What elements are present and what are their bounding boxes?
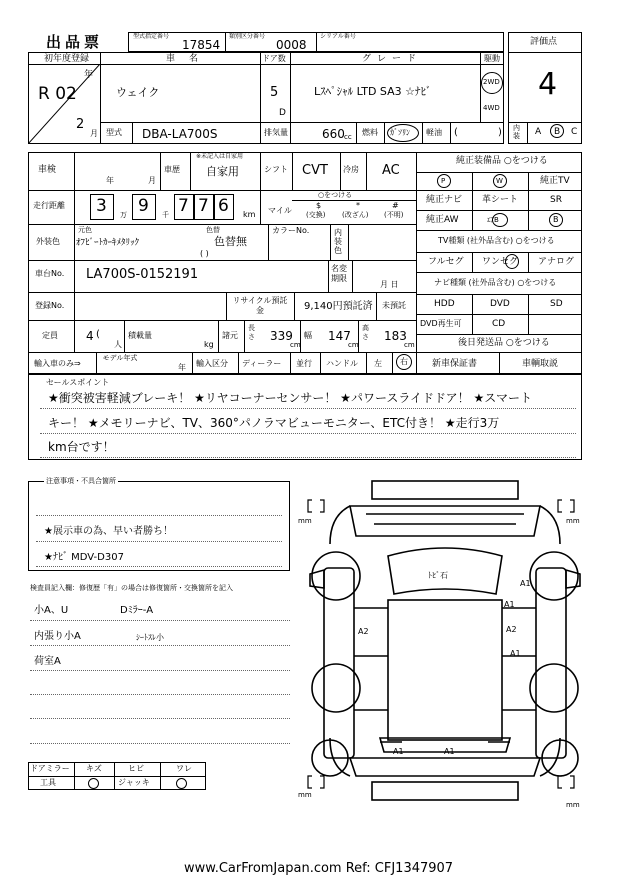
capacity-paren: ( (96, 329, 100, 340)
chassis-value: LA700S-0152191 (86, 267, 199, 282)
history-label: 車歴 (164, 165, 180, 174)
tv-title: TV種類 (社外品含む) ○をつける (438, 236, 555, 245)
b-mark: B (553, 215, 559, 224)
interior-color-label: 内装色 (334, 228, 342, 255)
sd: SD (550, 299, 563, 309)
legend-r1: 工具 (40, 778, 56, 787)
paint-paren: ( ) (200, 249, 209, 258)
tamper-sub: (改ざん) (342, 211, 369, 219)
dealer-label: ディーラー (242, 359, 282, 368)
mileage-label: 走行距離 (33, 201, 65, 210)
month-value: 2 (76, 117, 85, 132)
inspector-line-1a: 小A、U (34, 605, 69, 616)
legend-h4: ワレ (176, 764, 192, 773)
manual: 車輌取説 (522, 359, 559, 369)
shaken-year-unit: 年 (106, 176, 114, 185)
notes-label: 注意事項・不具合箇所 (46, 477, 116, 485)
paint-label: 色替 (206, 226, 220, 234)
doors-value: 5 (270, 85, 279, 100)
oneseg: ワンセグ (482, 257, 519, 267)
inspector-line-1b: Dﾐﾗｰ-A (120, 605, 154, 616)
damage-mark-5: A1 (510, 649, 521, 658)
grade-value: Lｽﾍﾟｼｬﾙ LTD SA3 ☆ﾅﾋﾞ (314, 85, 432, 98)
model-value: DBA-LA700S (142, 127, 218, 141)
mile-label: マイル (268, 206, 292, 215)
interior-label: 内装 (513, 124, 520, 140)
legend-r3: ジャッキ (118, 778, 150, 787)
drive-label: 駆動 (484, 54, 500, 63)
sen-unit: 千 (162, 211, 169, 219)
aircon-w: W (496, 177, 503, 185)
orig-color-value: ｵﾌﾋﾞｰﾄｶｰｷﾒﾀﾘｯｸ (76, 238, 140, 248)
mileage-circle-note: ○をつける (318, 191, 353, 199)
capacity-value: 4 (86, 329, 94, 343)
car-name-value: ウェイク (116, 86, 160, 99)
damage-mark-4: A2 (506, 625, 517, 634)
leather: 革シート (482, 195, 519, 205)
car-name-label: 車名 (166, 54, 213, 64)
later-title: 後日発送品 ○をつける (458, 338, 550, 348)
orig-color-label: 元色 (78, 226, 92, 234)
sr: SR (550, 195, 562, 205)
displacement-value: 660 (322, 127, 345, 141)
swap-sub: (交換) (306, 211, 326, 219)
damage-mark-3: A2 (358, 627, 369, 636)
tv-oem: 純正TV (540, 176, 570, 186)
interior-c: C (571, 127, 578, 137)
import-label: 輸入車のみ⇒ (34, 359, 81, 368)
warranty: 新車保証書 (432, 359, 478, 369)
ac-label: 冷房 (343, 165, 359, 174)
recycle-value: 9,140円預託済 (304, 301, 373, 312)
type-label: 型式指定番号 (133, 33, 170, 40)
inspector-line-3: 荷室A (34, 656, 61, 667)
import-type-label: 輸入区分 (196, 359, 228, 368)
mm-label-2: mm (566, 517, 580, 525)
mileage-digit-3: 7 (178, 196, 189, 216)
notes-line-1: ★展示車の為、早い者勝ち！ (44, 526, 173, 537)
page-title: 出品票 (46, 33, 104, 51)
fuel-label: 燃料 (362, 128, 378, 137)
tamper-mark: * (356, 201, 360, 210)
length-unit: cm (290, 341, 301, 349)
sales-line-2: キー！ ★メモリーナビ、TV、360°パノラマビューモニター、ETC付き！ ★走行3万 (48, 416, 500, 430)
damage-mark-6: A1 (393, 747, 404, 756)
doors-label: ドア数 (262, 54, 286, 63)
import-year-unit: 年 (178, 363, 186, 372)
month-unit: 月 (90, 129, 98, 138)
drive-4wd: 4WD (483, 104, 500, 112)
name-change-date: 月 日 (380, 280, 399, 289)
capacity-label: 定員 (42, 331, 58, 340)
dvd-play: DVD再生可 (420, 319, 462, 328)
damage-mark-2: A1 (504, 600, 515, 609)
person-unit: 人 (114, 340, 122, 349)
mileage-digit-1: 3 (96, 196, 107, 216)
damage-mark-7: A1 (444, 747, 455, 756)
recycle-status: 未預託 (382, 301, 406, 310)
mileage-digit-5: 6 (218, 196, 229, 216)
inspector-label: 検査員記入欄：修復歴「有」の場合は修復箇所・交換箇所を記入 (30, 584, 233, 592)
dvd: DVD (490, 299, 510, 309)
mileage-digit-4: 7 (198, 196, 209, 216)
legend-h2: キズ (86, 764, 102, 773)
right-label: 右 (400, 357, 408, 366)
type-value: 17854 (182, 38, 221, 52)
cd: CD (492, 319, 506, 329)
legend-h1: ドアミラー (30, 764, 70, 773)
shaken-label: 車検 (38, 165, 57, 175)
analog: アナログ (538, 257, 575, 267)
mm-label-3: mm (298, 791, 312, 799)
exterior-label: 外装色 (36, 237, 60, 246)
load-label: 積載量 (128, 331, 152, 340)
sales-line-3: km台です！ (48, 440, 115, 454)
ac-value: AC (382, 163, 400, 178)
score-value: 4 (538, 67, 558, 102)
width-label: 幅 (304, 331, 312, 340)
mm-label-4: mm (566, 801, 580, 809)
year-unit: 年 (84, 70, 94, 80)
displacement-unit: cc (344, 133, 352, 141)
shaken-month-unit: 月 (148, 176, 156, 185)
oem-title: 純正装備品 ○をつける (456, 156, 548, 166)
dims-label: 諸元 (222, 331, 238, 340)
unknown-sub: (不明) (384, 211, 404, 219)
aw-oem: 純正AW (426, 215, 459, 225)
grade-label: グレード (362, 54, 423, 64)
score-label: 評価点 (530, 37, 558, 47)
sales-label: セールスポイント (46, 378, 110, 387)
fullseg: フルセグ (428, 257, 464, 267)
width-unit: cm (348, 341, 359, 349)
history-value: 自家用 (206, 165, 239, 178)
navi-title: ナビ種類 (社外品含む) ○をつける (434, 278, 557, 287)
category-label: 類別区分番号 (229, 33, 266, 40)
height-label: 高さ (362, 324, 369, 341)
left-label: 左 (374, 359, 382, 368)
name-change-label: 名変期限 (331, 264, 347, 283)
era-year: R 02 (38, 84, 77, 104)
navi-oem: 純正ナビ (426, 195, 463, 205)
legend-h3: ヒビ (128, 764, 144, 773)
light-oil-label: 軽油 (426, 128, 442, 137)
hdd: HDD (434, 299, 455, 309)
mm-label-1: mm (298, 517, 312, 525)
chassis-label: 車台No. (35, 269, 65, 278)
first-reg-label: 初年度登録 (44, 54, 90, 64)
paint-value: 色替無 (214, 235, 247, 248)
car-damage-diagram (290, 476, 596, 816)
swap-mark: $ (316, 201, 322, 210)
mileage-digit-2: 9 (138, 196, 149, 216)
length-label: 長さ (248, 324, 255, 341)
serial-label: シリアル番号 (320, 33, 356, 40)
color-no-label: カラーNo. (272, 226, 310, 235)
fuel-value: ｶﾞｿﾘﾝ (390, 128, 410, 137)
aw-mark: ｴｱB (487, 216, 499, 224)
height-unit: cm (404, 341, 415, 349)
parallel-label: 並行 (296, 359, 312, 368)
height-value: 183 (384, 329, 407, 343)
shift-label: シフト (264, 165, 288, 174)
handle-label: ハンドル (326, 359, 358, 368)
footer-watermark: www.CarFromJapan.com Ref: CFJ1347907 (184, 861, 454, 876)
inspector-line-2a: 内張り小A (34, 631, 81, 642)
reg-label: 登録No. (35, 301, 65, 310)
interior-b: B (554, 127, 561, 137)
drive-2wd: 2WD (483, 78, 500, 86)
sales-line-1: ★衝突被害軽減ブレーキ！ ★リヤコーナーセンサー！ ★パワースライドドア！ ★スマート (48, 391, 532, 405)
length-value: 339 (270, 329, 293, 343)
legend-mark-2 (176, 778, 187, 789)
model-label: 型式 (106, 128, 122, 137)
door-suffix: D (279, 108, 286, 118)
aircon-p: P (441, 177, 446, 185)
kg-unit: kg (204, 340, 214, 349)
interior-a: A (535, 127, 542, 137)
model-year-label: モデル年式 (102, 354, 138, 362)
displacement-label: 排気量 (264, 128, 288, 137)
legend-mark-1 (88, 778, 99, 789)
recycle-label: リサイクル預託金 (232, 296, 288, 315)
inspector-line-2b: ｼｰﾄｽﾚ小 (136, 633, 164, 642)
km-unit: km (243, 210, 256, 219)
notes-line-2: ★ﾅﾋﾞ MDV-D307 (44, 552, 124, 563)
shift-value: CVT (302, 163, 328, 178)
width-value: 147 (328, 329, 351, 343)
history-note: ※未記入は自家用 (196, 153, 244, 160)
man-unit: 万 (120, 211, 127, 219)
windshield-mark: ﾄﾋﾞ石 (428, 571, 448, 580)
damage-mark-1: A1 (520, 579, 531, 588)
category-value: 0008 (276, 38, 307, 52)
unknown-mark: # (392, 201, 399, 210)
